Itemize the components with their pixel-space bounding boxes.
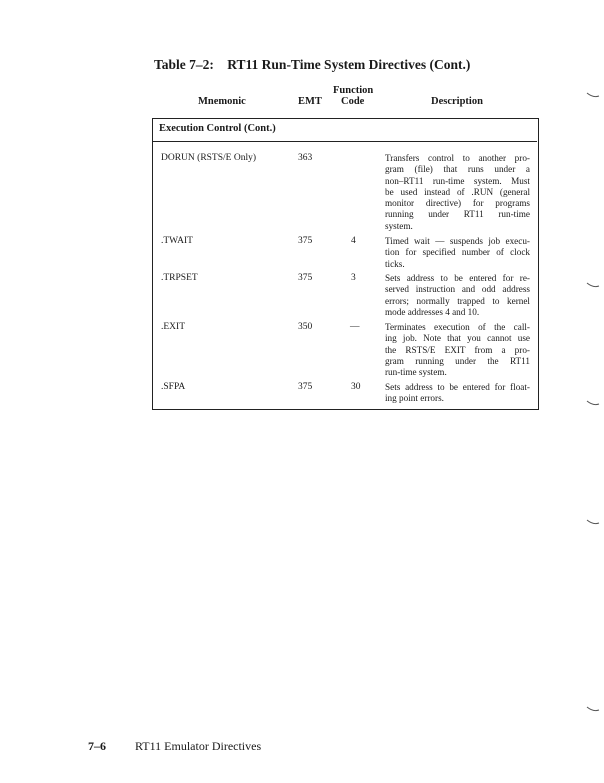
row-description [385,273,530,318]
row-emt: 350 [298,322,313,332]
description-line: Timed wait — suspends job execu- [385,236,530,246]
description-line: Terminates execution of the call- [385,322,530,332]
row-emt: 363 [298,153,313,163]
row-mnemonic: DORUN (RSTS/E Only) [161,153,257,163]
page-number: 7–6 [88,739,106,753]
row-emt: 375 [298,382,313,392]
row-mnemonic: .TRPSET [161,273,198,283]
header-mnemonic: Mnemonic [198,96,246,107]
margin-mark [586,92,600,98]
row-emt: 375 [298,236,313,246]
header-emt: EMT [298,96,322,107]
header-description: Description [431,96,483,107]
row-mnemonic: .TWAIT [161,236,193,246]
description-line: be used instead of .RUN (general [385,186,530,197]
row-code: 3 [351,273,356,283]
row-mnemonic: .SFPA [161,382,186,392]
description-line: Transfers control to another pro- [385,153,530,163]
description-line: gram (file) that runs under a [385,164,530,175]
description-line: errors; normally trapped to kernel [385,295,530,306]
description-line: tion for specified number of clock [385,247,530,258]
description-line: running under RT11 run-time [385,209,530,220]
description-line: run-time system. [385,367,447,378]
row-code: 30 [351,382,361,392]
table-title-text: RT11 Run-Time System Directives (Cont.) [227,57,471,72]
description-line: Sets address to be entered for re- [385,273,530,283]
description-line: the RSTS/E EXIT from a pro- [385,344,530,355]
description-line: non–RT11 run-time system. Must [385,175,530,186]
margin-mark [586,282,600,288]
description-line: ticks. [385,258,405,269]
section-title: Execution Control (Cont.) [159,123,276,134]
row-description [385,382,530,405]
margin-mark [586,706,600,712]
section-header [152,118,537,142]
description-line: served instruction and odd address [385,284,530,295]
description-line: Sets address to be entered for float- [385,382,530,392]
header-function-line2: Code [341,96,365,107]
row-code: 4 [351,236,356,246]
row-emt: 375 [298,273,313,283]
row-description [385,322,530,378]
description-line: monitor directive) for programs [385,198,530,209]
description-line: ing job. Note that you cannot use [385,333,530,344]
row-mnemonic: .EXIT [161,322,186,332]
description-line: gram running under the RT11 [385,355,530,366]
row-description [385,153,530,232]
margin-mark [586,519,600,525]
margin-mark [586,400,600,406]
header-function-line1: Function [333,85,374,96]
row-description [385,236,530,270]
description-line: mode addresses 4 and 10. [385,306,480,317]
description-line: system. [385,220,413,231]
chapter-title: RT11 Emulator Directives [135,739,262,753]
description-line: ing point errors. [385,393,444,404]
table-title [154,57,470,73]
table-number: Table 7–2: [154,57,214,72]
row-code: — [350,322,360,332]
page-footer [88,739,261,754]
